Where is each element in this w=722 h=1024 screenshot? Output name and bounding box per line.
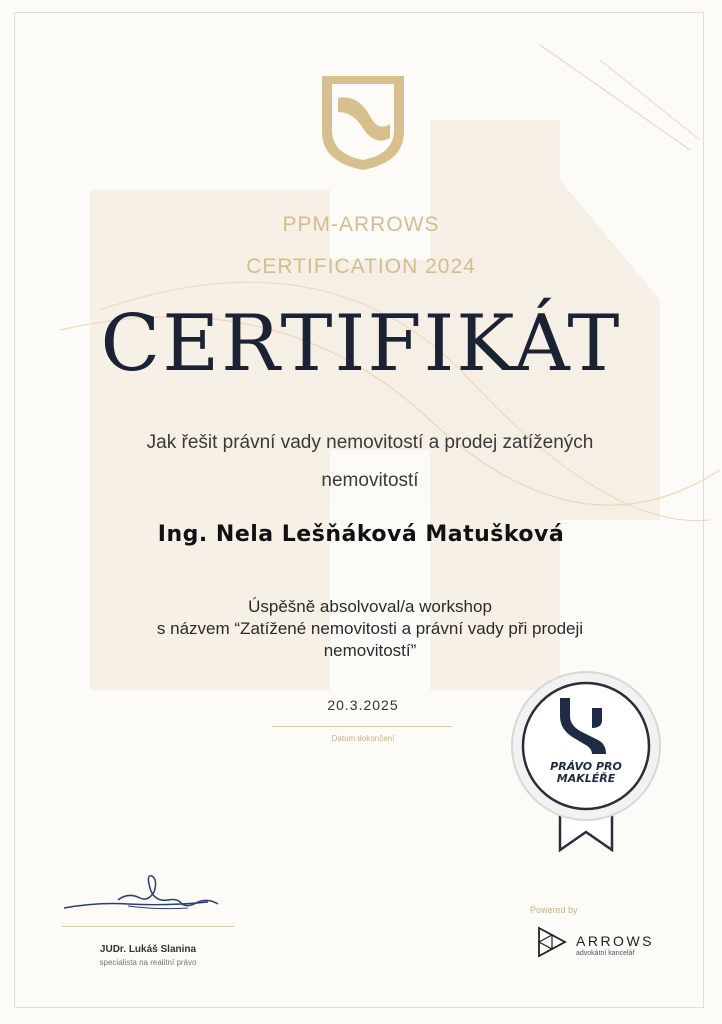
course-title bbox=[70, 424, 670, 500]
description-line2: s názvem “Zatížené nemovitosti a právní vady při prodeji bbox=[156, 619, 584, 638]
signature-line bbox=[62, 926, 234, 927]
brand-name: ARROWS bbox=[576, 933, 654, 949]
description-line1: Úspěšně absolvoval/a workshop bbox=[248, 597, 492, 616]
certification-heading-line2: CERTIFICATION 2024 bbox=[246, 255, 476, 278]
date-underline bbox=[272, 726, 452, 727]
completion-date: 20.3.2025 bbox=[327, 697, 399, 713]
signatory-name: JUDr. Lukáš Slanina bbox=[99, 944, 197, 955]
certification-heading-line1: PPM-ARROWS bbox=[282, 213, 440, 236]
seal-badge-icon bbox=[508, 668, 664, 852]
badge-text-line2: MAKLÉŘE bbox=[556, 772, 616, 785]
crest-logo-icon bbox=[318, 72, 408, 172]
course-title-line1: Jak řešit právní vady nemovitostí a prodej zatížených bbox=[146, 432, 594, 453]
certification-heading bbox=[0, 204, 722, 288]
description-line3: nemovitostí” bbox=[323, 641, 417, 660]
certificate-title: CERTIFIKÁT bbox=[100, 299, 622, 389]
recipient-name: Ing. Nela Lešňáková Matušková bbox=[157, 522, 565, 547]
course-title-line2: nemovitostí bbox=[321, 470, 419, 491]
signatory-role: specialista na realitní právo bbox=[99, 958, 197, 967]
badge-text-line1: PRÁVO PRO bbox=[550, 760, 622, 773]
brand-subtitle: advokátní kancelář bbox=[576, 950, 635, 957]
arrows-triangle-logo-icon bbox=[537, 926, 567, 958]
completion-date-label: Datum dokončení bbox=[331, 734, 395, 743]
completion-description bbox=[80, 596, 660, 662]
handwritten-signature bbox=[58, 862, 238, 922]
powered-by-label: Powered by bbox=[530, 905, 578, 915]
